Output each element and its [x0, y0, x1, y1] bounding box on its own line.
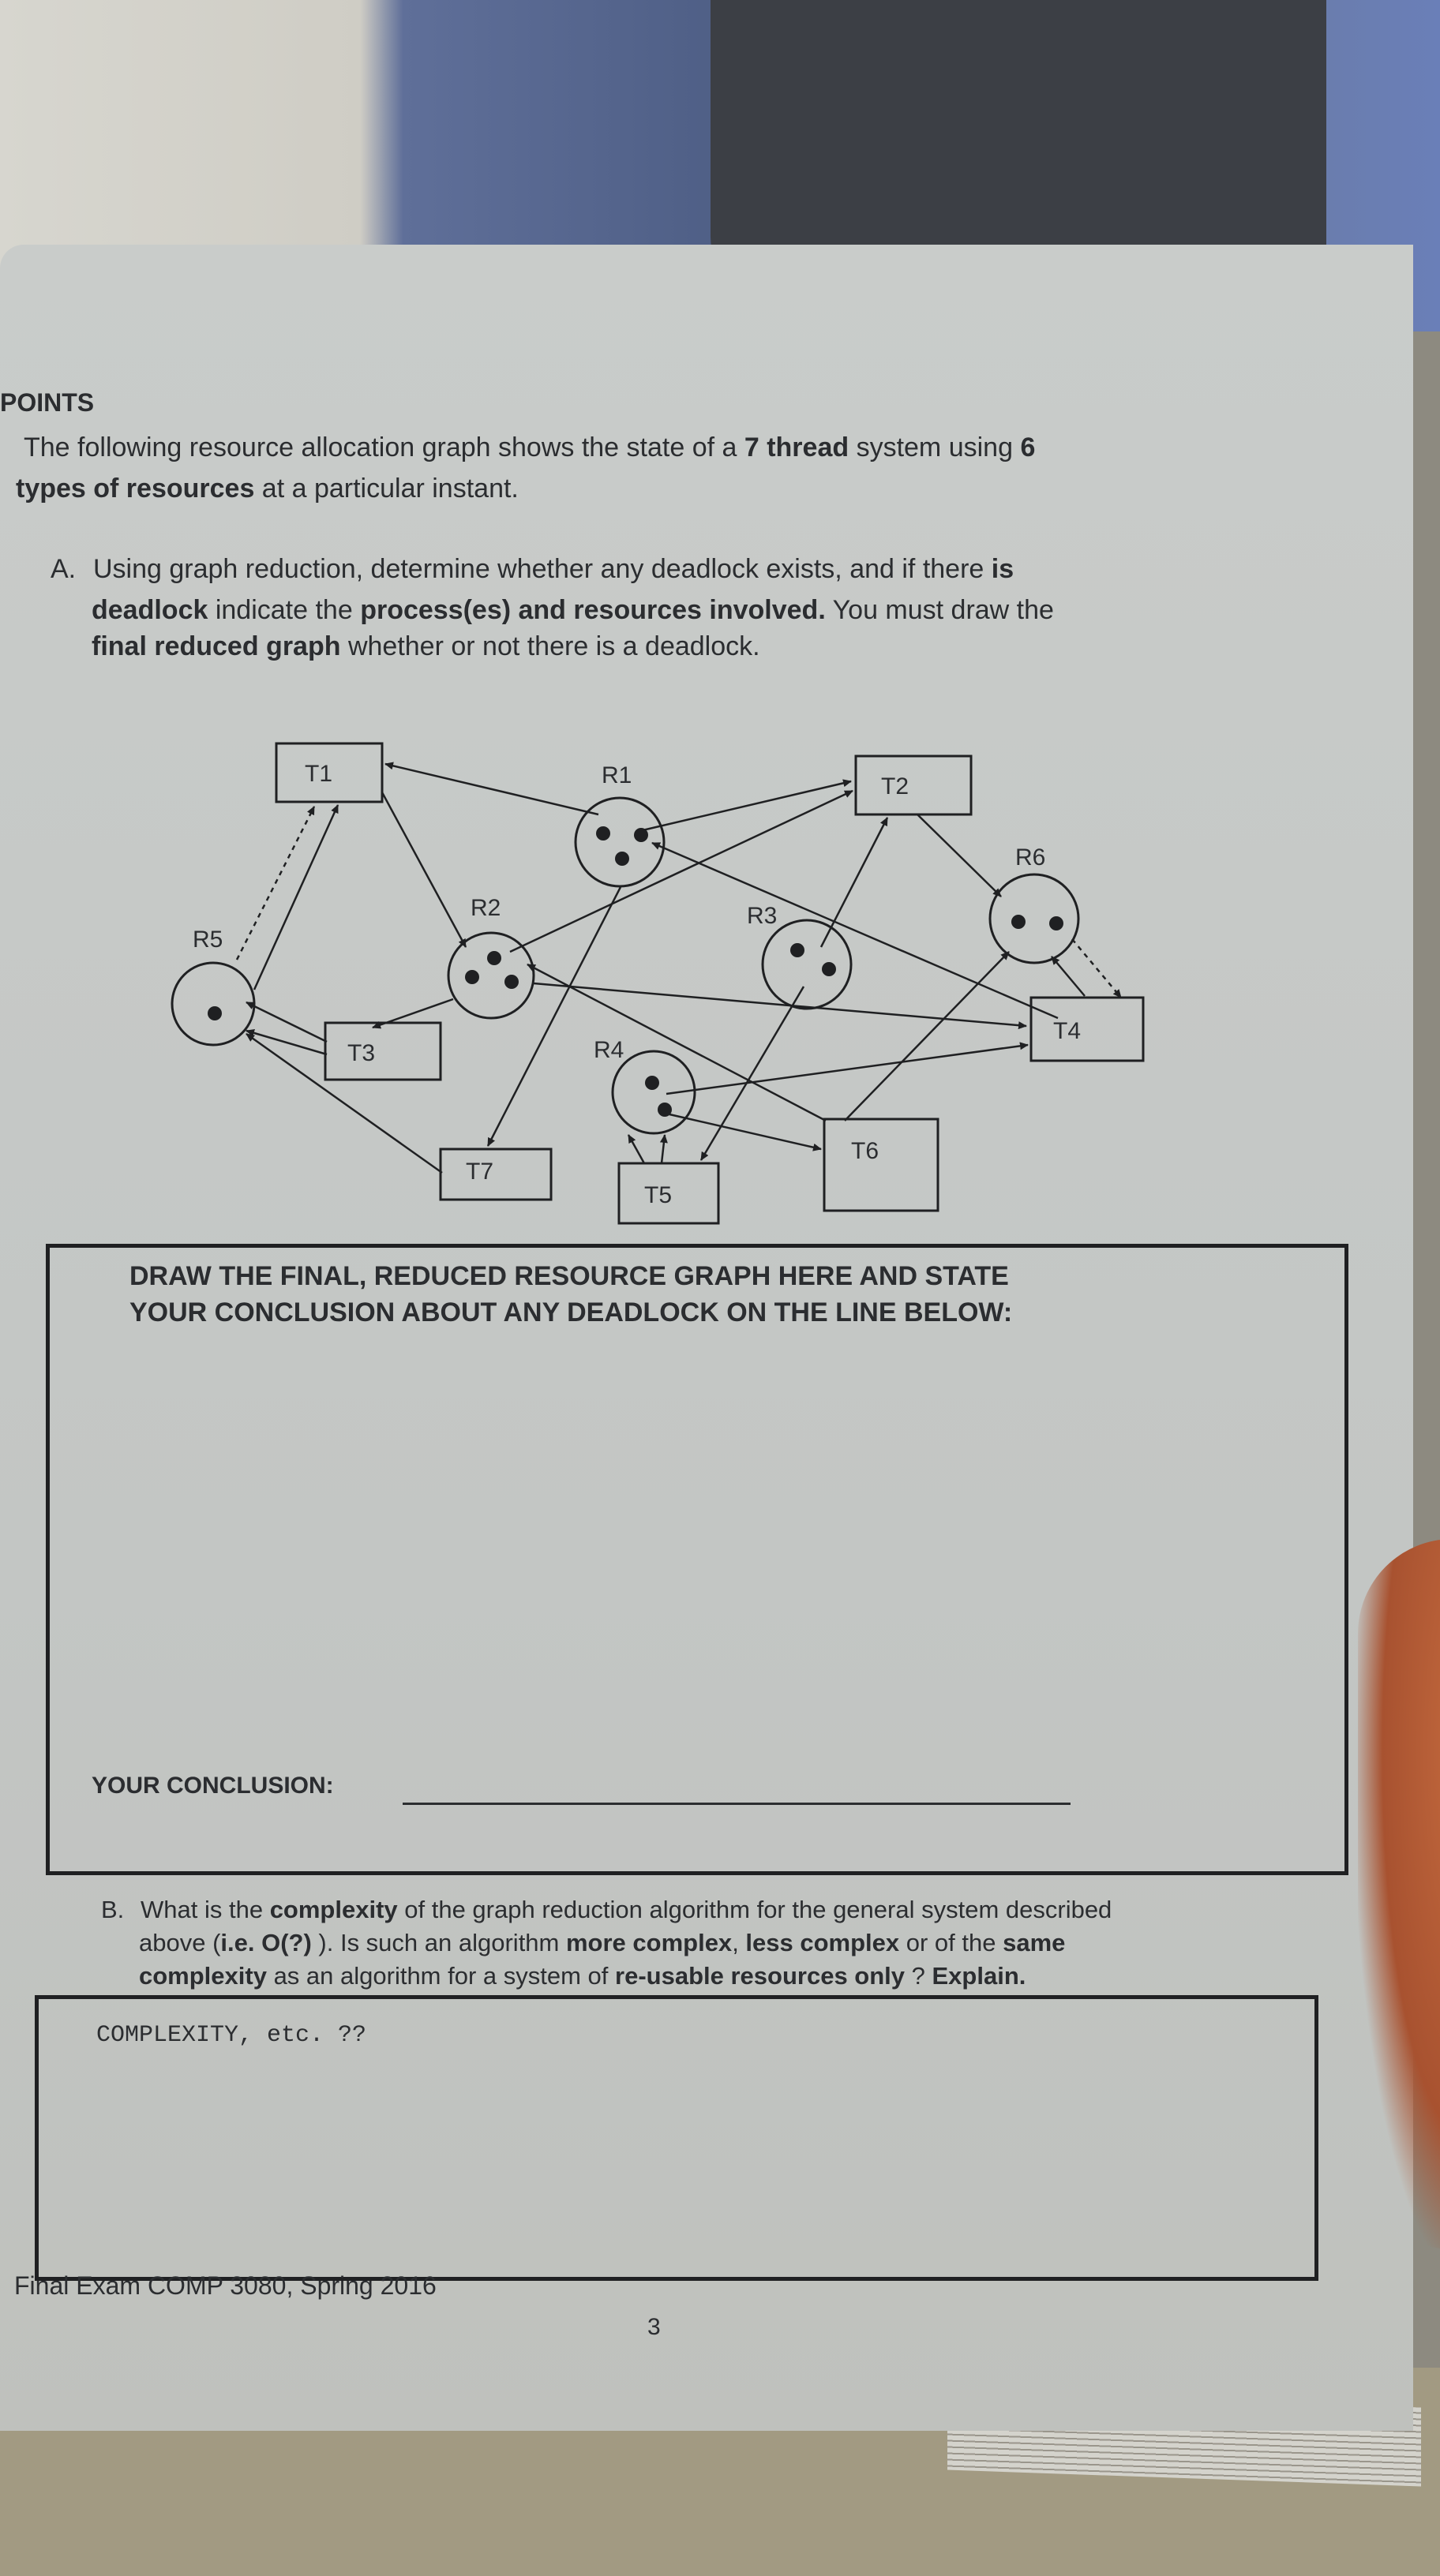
edge-t2-r6	[917, 814, 1001, 897]
label-t6: T6	[851, 1138, 879, 1164]
edge-r4-t4	[666, 1045, 1028, 1094]
resource-r5-circle	[172, 963, 254, 1045]
edge-t4-r6	[1052, 957, 1085, 996]
r3-instance-dot	[790, 943, 804, 957]
label-r6: R6	[1015, 844, 1046, 871]
part-b-label: B.	[101, 1896, 125, 1923]
edge-t3-r5-a	[246, 1002, 327, 1042]
resource-r1-circle	[576, 798, 664, 886]
r6-instance-dot	[1049, 916, 1063, 930]
conclusion-answer-line[interactable]	[403, 1803, 1071, 1805]
part-a-line2: deadlock indicate the process(es) and resources involved. You must draw the	[92, 595, 1054, 625]
r5-instance-dot	[208, 1006, 222, 1020]
edge-t6-r6	[845, 952, 1009, 1121]
conclusion-label: YOUR CONCLUSION:	[92, 1773, 334, 1799]
thread-t4-box	[1031, 998, 1143, 1061]
edge-r2-t2	[510, 791, 853, 952]
label-r4: R4	[594, 1037, 624, 1063]
r3-instance-dot	[822, 962, 836, 976]
r2-instance-dot	[504, 975, 519, 989]
label-t3: T3	[347, 1040, 376, 1066]
edge-t6-r2	[527, 964, 826, 1121]
edge-t4-r1	[652, 843, 1058, 1018]
r4-instance-dot	[645, 1076, 659, 1090]
part-a-line1: Using graph reduction, determine whether any deadlock exists, and if there is	[93, 554, 1014, 584]
edge-t5-r4-b	[662, 1135, 665, 1163]
r1-instance-dot	[615, 852, 629, 866]
edge-r5-t1	[254, 805, 338, 990]
edge-r1-t7	[488, 887, 621, 1146]
r2-instance-dot	[465, 970, 479, 984]
label-t5: T5	[644, 1182, 673, 1208]
label-r3: R3	[747, 903, 778, 929]
edge-r4-t6	[669, 1114, 821, 1149]
part-a-line3: final reduced graph whether or not there is a deadlock.	[92, 631, 760, 661]
label-t7: T7	[466, 1159, 494, 1185]
label-r2: R2	[471, 895, 501, 921]
points-header: POINTS	[0, 388, 95, 417]
page-number: 3	[647, 2314, 661, 2340]
part-a-label: A.	[51, 554, 77, 584]
thumb-holding-page	[1358, 1539, 1440, 2249]
edge-t7-r5	[246, 1034, 442, 1173]
r6-instance-dot	[1011, 915, 1026, 929]
edge-r1-t1	[385, 764, 598, 814]
label-r5: R5	[193, 927, 223, 953]
draw-box-title-line1: DRAW THE FINAL, REDUCED RESOURCE GRAPH HERE AND STATE	[129, 1261, 1009, 1291]
part-b-line3: complexity as an algorithm for a system of re-usable resources only ? Explain.	[139, 1962, 1026, 1990]
resource-r6-circle	[990, 874, 1078, 963]
thread-t7-box	[441, 1149, 551, 1200]
part-b-line2: above (i.e. O(?) ). Is such an algorithm more complex, less complex or of the same	[139, 1929, 1066, 1956]
r2-instance-dot	[487, 951, 501, 965]
complexity-placeholder: COMPLEXITY, etc. ??	[96, 2022, 367, 2049]
thread-t6-box	[824, 1119, 938, 1211]
question-intro-line2: types of resources at a particular instant.	[16, 474, 519, 504]
edge-r2-t4	[534, 983, 1026, 1026]
footer-exam-title: Final Exam COMP 3080, Spring 2016	[14, 2271, 437, 2300]
label-t4: T4	[1053, 1018, 1082, 1044]
part-b-line1: What is the complexity of the graph reduction algorithm for the general system described	[141, 1896, 1112, 1923]
r1-instance-dot	[596, 826, 610, 841]
resource-r3-circle	[763, 920, 851, 1009]
edge-r3-t2	[821, 818, 887, 947]
label-t2: T2	[881, 773, 909, 799]
thread-t2-box	[856, 756, 971, 814]
label-t1: T1	[305, 761, 333, 787]
thread-t3-box	[325, 1023, 441, 1080]
edge-t5-r4-a	[628, 1135, 644, 1163]
question-intro-line1: The following resource allocation graph shows the state of a 7 thread system using 6	[24, 432, 1036, 462]
draw-box-title-line2: YOUR CONCLUSION ABOUT ANY DEADLOCK ON THE LINE BELOW:	[129, 1297, 1013, 1327]
edge-t1-r2	[382, 792, 466, 947]
label-r1: R1	[602, 762, 632, 788]
